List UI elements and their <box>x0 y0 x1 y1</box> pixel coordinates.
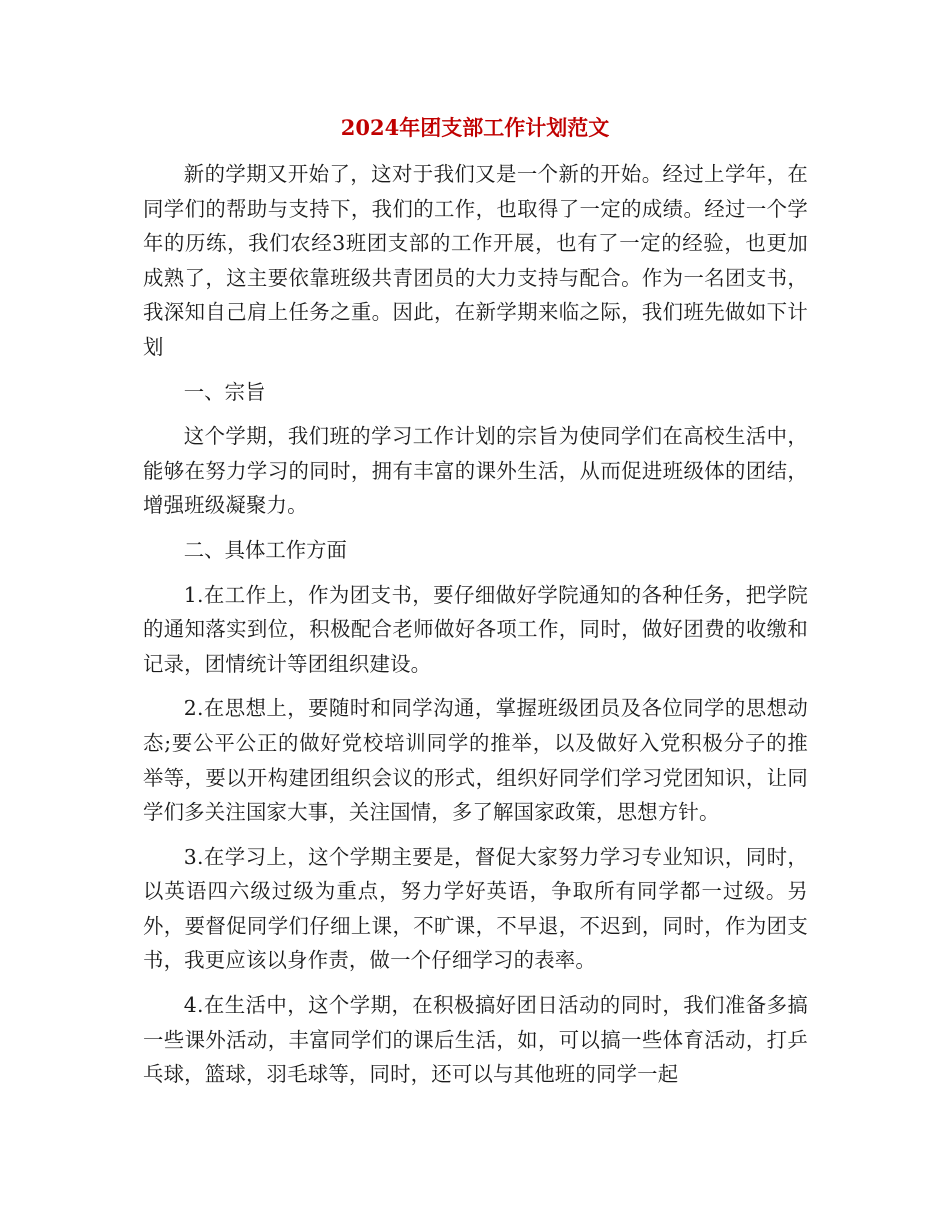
document-title: 2024年团支部工作计划范文 <box>340 115 610 140</box>
paragraph-item-4: 4.在生活中，这个学期，在积极搞好团日活动的同时，我们准备多搞一些课外活动，丰富同学们的课后生活，如，可以搞一些体育活动，打乒乓球，篮球，羽毛球等，同时，还可以与其他班的同学一起 <box>143 993 808 1087</box>
paragraph-item-1: 1.在工作上，作为团支书，要仔细做好学院通知的各种任务，把学院的通知落实到位，积极配合老师做好各项工作，同时，做好团费的收缴和记录，团情统计等团组织建设。 <box>143 582 808 676</box>
paragraph-purpose: 这个学期，我们班的学习工作计划的宗旨为使同学们在高校生活中，能够在努力学习的同时，拥有丰富的课外生活，从而促进班级体的团结，增强班级凝聚力。 <box>143 424 808 518</box>
paragraph-intro: 新的学期又开始了，这对于我们又是一个新的开始。经过上学年，在同学们的帮助与支持下，我们的工作，也取得了一定的成绩。经过一个学年的历练，我们农经3班团支部的工作开展，也有了一定的经验，也更加成熟了，这主要依靠班级共青团员的大力支持与配合。作为一名团支书，我深知自己肩上任务之重。因此，在新学期来临之际，我们班先做如下计划 <box>143 162 808 359</box>
document-body <box>143 157 808 1092</box>
heading-purpose: 一、宗旨 <box>183 379 266 404</box>
heading-specific-work: 二、具体工作方面 <box>183 537 347 562</box>
paragraph-item-2: 2.在思想上，要随时和同学沟通，掌握班级团员及各位同学的思想动态;要公平公正的做好党校培训同学的推举，以及做好入党积极分子的推举等，要以开构建团组织会议的形式，组织好同学们学习党团知识，让同学们多关注国家大事，关注国情，多了解国家政策，思想方针。 <box>143 696 808 825</box>
paragraph-item-3: 3.在学习上，这个学期主要是，督促大家努力学习专业知识，同时，以英语四六级过级为重点，努力学好英语，争取所有同学都一过级。另外，要督促同学们仔细上课，不旷课，不早退，不迟到，同时，作为团支书，我更应该以身作责，做一个仔细学习的表率。 <box>143 844 808 973</box>
